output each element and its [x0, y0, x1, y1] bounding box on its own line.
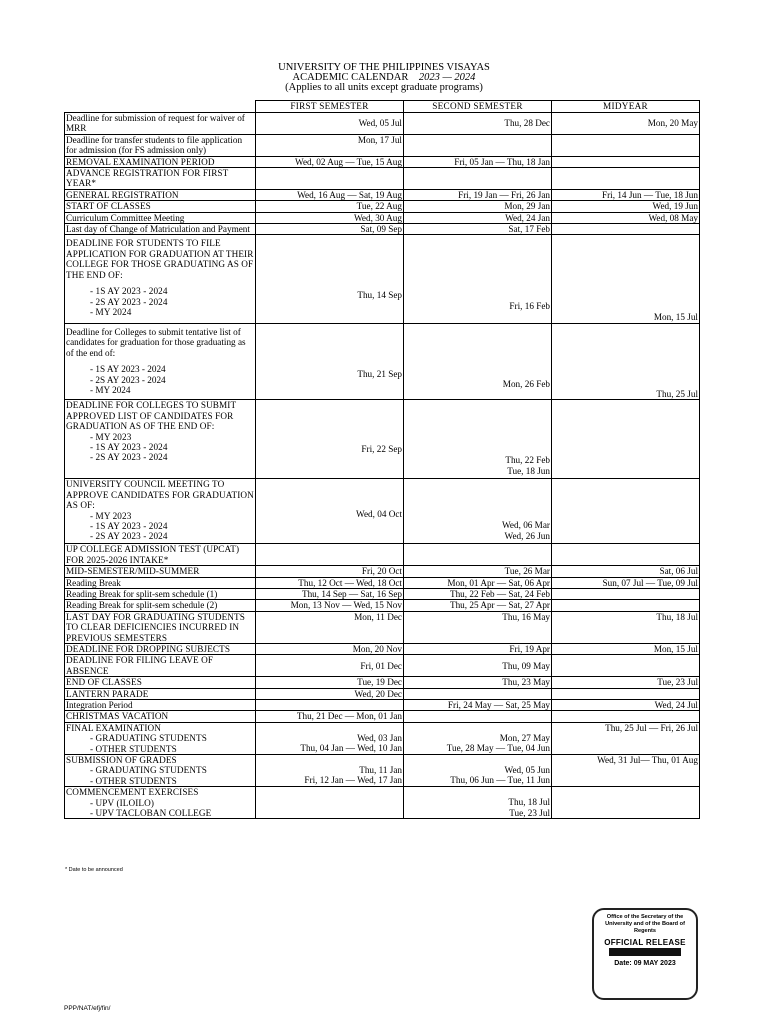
sub-item: - GRADUATING STUDENTS: [90, 765, 207, 776]
row-label: START OF CLASSES: [65, 201, 256, 212]
midyear-date: [552, 600, 700, 611]
first-sem-date: Wed, 02 Aug — Tue, 15 Aug: [256, 156, 404, 167]
row-label: [65, 400, 256, 479]
date-value: Thu, 25 Jul: [656, 388, 698, 399]
row-label: DEADLINE FOR FILING LEAVE OF ABSENCE: [65, 655, 256, 677]
col-second-semester: SECOND SEMESTER: [404, 101, 552, 113]
date-value: Wed, 04 Oct: [356, 509, 402, 520]
first-sem-date: Thu, 14 Sep — Sat, 16 Sep: [256, 588, 404, 599]
first-sem-date: [256, 479, 404, 544]
row-label: REMOVAL EXAMINATION PERIOD: [65, 156, 256, 167]
table-row: [65, 677, 700, 688]
sub-item: - UPV TACLOBAN COLLEGE: [90, 808, 212, 819]
row-label: [65, 323, 256, 399]
first-sem-date: [256, 787, 404, 819]
second-sem-date: [404, 400, 552, 479]
second-sem-date: Mon, 29 Jan: [404, 201, 552, 212]
table-row: [65, 699, 700, 710]
table-row: [65, 566, 700, 577]
second-sem-date: Thu, 25 Apr — Sat, 27 Apr: [404, 600, 552, 611]
table-row: [65, 544, 700, 566]
second-sem-date: Fri, 24 May — Sat, 25 May: [404, 699, 552, 710]
midyear-date: [552, 168, 700, 190]
row-label: LANTERN PARADE: [65, 688, 256, 699]
table-row: [65, 224, 700, 235]
midyear-date: [552, 156, 700, 167]
second-sem-date: Thu, 23 May: [404, 677, 552, 688]
row-label: CHRISTMAS VACATION: [65, 711, 256, 722]
table-row: [65, 755, 700, 787]
midyear-date: [552, 224, 700, 235]
row-label: Deadline for transfer students to file application for admission (for FS admission only): [65, 134, 256, 156]
date-value: Tue, 23 Jul: [509, 807, 550, 818]
official-release-stamp: [592, 908, 698, 1000]
row-label: Reading Break for split-sem schedule (2): [65, 600, 256, 611]
row-label: Reading Break for split-sem schedule (1): [65, 588, 256, 599]
row-heading: Deadline for Colleges to submit tentative list of candidates for graduation for those graduating as of the end of:: [66, 326, 246, 358]
row-label: Curriculum Committee Meeting: [65, 212, 256, 223]
row-heading: FINAL EXAMINATION: [66, 722, 162, 733]
midyear-date: Wed, 19 Jun: [552, 201, 700, 212]
sub-item: - 2S AY 2023 - 2024: [90, 452, 168, 463]
sub-item: - GRADUATING STUDENTS: [90, 733, 207, 744]
calendar-label: ACADEMIC CALENDAR: [292, 72, 409, 83]
sub-item: - MY 2024: [90, 384, 131, 395]
row-label: [65, 787, 256, 819]
second-sem-date: Wed, 24 Jan: [404, 212, 552, 223]
calendar-table: [64, 100, 700, 819]
row-label: GENERAL REGISTRATION: [65, 189, 256, 200]
second-sem-date: Thu, 22 Feb — Sat, 24 Feb: [404, 588, 552, 599]
date-value: Thu, 04 Jan — Wed, 10 Jan: [300, 743, 402, 754]
second-sem-date: Thu, 28 Dec: [404, 113, 552, 135]
first-sem-date: [256, 168, 404, 190]
midyear-date: Mon, 20 May: [552, 113, 700, 135]
date-value: Thu, 06 Jun — Tue, 11 Jun: [450, 775, 550, 786]
midyear-date: Mon, 15 Jul: [552, 643, 700, 654]
stamp-date: Date: 09 MAY 2023: [614, 960, 676, 968]
date-value: Thu, 11 Jan: [359, 765, 402, 775]
first-sem-date: [256, 323, 404, 399]
row-label: [65, 479, 256, 544]
date-value: Mon, 26 Feb: [502, 378, 550, 389]
midyear-date: [552, 479, 700, 544]
first-sem-date: Fri, 20 Oct: [256, 566, 404, 577]
second-sem-date: Thu, 16 May: [404, 611, 552, 643]
midyear-date: [552, 400, 700, 479]
sub-item: - 2S AY 2023 - 2024: [90, 296, 168, 307]
sub-item: - 1S AY 2023 - 2024: [90, 286, 168, 297]
first-sem-date: Wed, 16 Aug — Sat, 19 Aug: [256, 189, 404, 200]
table-row: [65, 588, 700, 599]
table-row: [65, 688, 700, 699]
row-heading: DEADLINE FOR COLLEGES TO SUBMIT APPROVED LIST OF CANDIDATES FOR GRADUATION AS OF THE END OF:: [66, 400, 237, 432]
row-label: Deadline for submission of request for waiver of MRR: [65, 113, 256, 135]
second-sem-date: [404, 711, 552, 722]
sub-item: - OTHER STUDENTS: [90, 775, 177, 786]
midyear-date: Thu, 18 Jul: [552, 611, 700, 643]
midyear-date: Fri, 14 Jun — Tue, 18 Jun: [552, 189, 700, 200]
sub-item: - MY 2023: [90, 510, 132, 521]
date-value: Mon, 15 Jul: [653, 312, 698, 323]
date-value: Tue, 28 May — Tue, 04 Jun: [446, 743, 550, 754]
second-sem-date: [404, 544, 552, 566]
corner-cell: [65, 101, 256, 113]
second-sem-date: [404, 688, 552, 699]
table-row: [65, 655, 700, 677]
first-sem-date: Wed, 30 Aug: [256, 212, 404, 223]
date-value: Wed, 06 Mar: [502, 520, 550, 531]
second-sem-date: [404, 323, 552, 399]
first-sem-date: [256, 755, 404, 787]
table-row: [65, 189, 700, 200]
row-heading: COMMENCEMENT EXERCISES: [66, 787, 199, 798]
row-heading: DEADLINE FOR STUDENTS TO FILE APPLICATION FOR GRADUATION AT THEIR COLLEGE FOR THOSE GRADUATING AS OF THE END OF:: [66, 238, 254, 280]
row-label: [65, 722, 256, 754]
table-row: [65, 168, 700, 190]
first-sem-date: Sat, 09 Sep: [256, 224, 404, 235]
col-first-semester: FIRST SEMESTER: [256, 101, 404, 113]
row-label: UP COLLEGE ADMISSION TEST (UPCAT) FOR 2025-2026 INTAKE*: [65, 544, 256, 566]
table-row: [65, 400, 700, 479]
table-row: [65, 156, 700, 167]
midyear-date: Tue, 23 Jul: [552, 677, 700, 688]
stamp-release: OFFICIAL RELEASE: [604, 937, 686, 947]
stamp-office: Office of the Secretary of the University and of the Board of Regents: [605, 914, 685, 935]
midyear-date: [552, 134, 700, 156]
second-sem-date: Thu, 09 May: [404, 655, 552, 677]
sub-item: - UPV (ILOILO): [90, 797, 154, 808]
second-sem-date: Fri, 19 Apr: [404, 643, 552, 654]
applicability-note: (Applies to all units except graduate programs): [285, 82, 483, 93]
table-row: [65, 235, 700, 323]
sub-item: - MY 2023: [90, 431, 132, 442]
midyear-date: Wed, 24 Jul: [552, 699, 700, 710]
first-sem-date: [256, 544, 404, 566]
date-value: Fri, 16 Feb: [509, 301, 550, 312]
date-value: Thu, 22 Feb: [505, 455, 550, 466]
second-sem-date: Fri, 05 Jan — Thu, 18 Jan: [404, 156, 552, 167]
second-sem-date: Fri, 19 Jan — Fri, 26 Jan: [404, 189, 552, 200]
first-sem-date: Mon, 20 Nov: [256, 643, 404, 654]
first-sem-date: Wed, 20 Dec: [256, 688, 404, 699]
midyear-date: Wed, 08 May: [552, 212, 700, 223]
table-row: [65, 134, 700, 156]
first-sem-date: Mon, 11 Dec: [256, 611, 404, 643]
row-heading: SUBMISSION OF GRADES: [66, 755, 177, 765]
table-row: [65, 711, 700, 722]
table-row: [65, 722, 700, 754]
second-sem-date: [404, 168, 552, 190]
sub-item: - 1S AY 2023 - 2024: [90, 364, 166, 375]
date-value: Fri, 12 Jan — Wed, 17 Jan: [304, 775, 402, 786]
midyear-date: [552, 544, 700, 566]
col-midyear: MIDYEAR: [552, 101, 700, 113]
row-label: [65, 235, 256, 323]
table-row: [65, 113, 700, 135]
row-heading: UNIVERSITY COUNCIL MEETING TO APPROVE CANDIDATES FOR GRADUATION AS OF:: [66, 479, 254, 511]
first-sem-date: Thu, 21 Dec — Mon, 01 Jan: [256, 711, 404, 722]
row-label: Reading Break: [65, 577, 256, 588]
midyear-date: [552, 235, 700, 323]
table-row: [65, 323, 700, 399]
second-sem-date: Mon, 01 Apr — Sat, 06 Apr: [404, 577, 552, 588]
second-sem-date: [404, 755, 552, 787]
table-row: [65, 479, 700, 544]
row-label: MID-SEMESTER/MID-SUMMER: [65, 566, 256, 577]
second-sem-date: [404, 787, 552, 819]
sub-item: - OTHER STUDENTS: [90, 743, 177, 754]
first-sem-date: Thu, 12 Oct — Wed, 18 Oct: [256, 577, 404, 588]
first-sem-date: [256, 722, 404, 754]
date-value: Thu, 21 Sep: [357, 368, 402, 379]
table-row: [65, 643, 700, 654]
first-sem-date: Tue, 19 Dec: [256, 677, 404, 688]
date-value: Tue, 18 Jun: [507, 465, 550, 476]
first-sem-date: Wed, 05 Jul: [256, 113, 404, 135]
first-sem-date: [256, 400, 404, 479]
row-label: ADVANCE REGISTRATION FOR FIRST YEAR*: [65, 168, 256, 190]
row-label: LAST DAY FOR GRADUATING STUDENTS TO CLEAR DEFICIENCIES INCURRED IN PREVIOUS SEMESTERS: [65, 611, 256, 643]
table-row: [65, 600, 700, 611]
sub-item: - 1S AY 2023 - 2024: [90, 441, 168, 452]
midyear-date: [552, 323, 700, 399]
redaction-bar: [609, 948, 681, 956]
row-label: DEADLINE FOR DROPPING SUBJECTS: [65, 643, 256, 654]
sub-item: - MY 2024: [90, 306, 132, 317]
academic-year: 2023 — 2024: [418, 72, 476, 83]
midyear-date: Thu, 25 Jul — Fri, 26 Jul: [552, 722, 700, 754]
midyear-date: Sun, 07 Jul — Tue, 09 Jul: [552, 577, 700, 588]
midyear-date: Sat, 06 Jul: [552, 566, 700, 577]
midyear-date: [552, 688, 700, 699]
footer-code: PPP/NAT/efj/fin/: [64, 1005, 111, 1012]
second-sem-date: Tue, 26 Mar: [404, 566, 552, 577]
midyear-date: [552, 711, 700, 722]
document-title: UNIVERSITY OF THE PHILIPPINES VISAYAS: [278, 62, 490, 73]
first-sem-date: Mon, 17 Jul: [256, 134, 404, 156]
date-value: Wed, 03 Jan: [357, 732, 402, 743]
date-value: Wed, 05 Jun: [504, 765, 550, 775]
date-value: Fri, 22 Sep: [361, 444, 402, 455]
row-label: Last day of Change of Matriculation and Payment: [65, 224, 256, 235]
first-sem-date: [256, 235, 404, 323]
row-label: END OF CLASSES: [65, 677, 256, 688]
first-sem-date: Tue, 22 Aug: [256, 201, 404, 212]
sub-item: - 1S AY 2023 - 2024: [90, 520, 168, 531]
first-sem-date: [256, 699, 404, 710]
row-label: [65, 755, 256, 787]
date-value: Thu, 14 Sep: [357, 290, 402, 301]
row-label: Integration Period: [65, 699, 256, 710]
table-row: [65, 787, 700, 819]
second-sem-date: [404, 479, 552, 544]
sub-item: - 2S AY 2023 - 2024: [90, 374, 166, 385]
first-sem-date: Mon, 13 Nov — Wed, 15 Nov: [256, 600, 404, 611]
table-row: [65, 611, 700, 643]
header-row: [65, 101, 700, 113]
midyear-date: [552, 787, 700, 819]
second-sem-date: [404, 235, 552, 323]
midyear-date: Wed, 31 Jul— Thu, 01 Aug: [552, 755, 700, 787]
midyear-date: [552, 588, 700, 599]
date-value: Wed, 26 Jun: [504, 530, 550, 541]
first-sem-date: Fri, 01 Dec: [256, 655, 404, 677]
date-value: Mon, 27 May: [499, 732, 550, 743]
second-sem-date: [404, 722, 552, 754]
footnote: * Date to be announced: [65, 867, 123, 873]
second-sem-date: Sat, 17 Feb: [404, 224, 552, 235]
table-row: [65, 577, 700, 588]
table-row: [65, 201, 700, 212]
sub-item: - 2S AY 2023 - 2024: [90, 531, 168, 542]
table-row: [65, 212, 700, 223]
second-sem-date: [404, 134, 552, 156]
date-value: Thu, 18 Jul: [508, 797, 550, 808]
midyear-date: [552, 655, 700, 677]
